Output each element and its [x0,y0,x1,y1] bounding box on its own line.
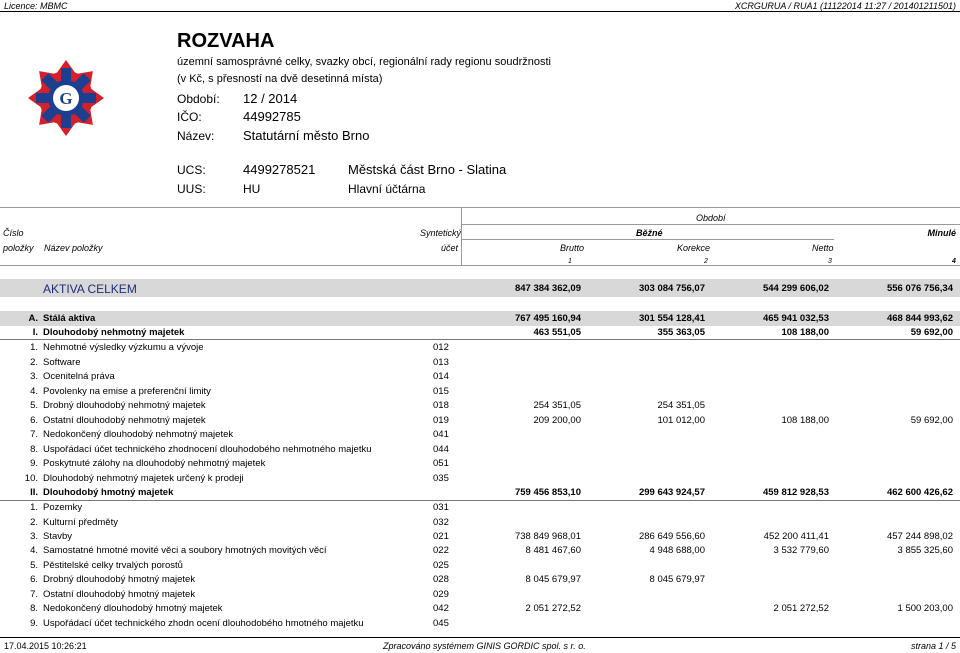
table-row [0,429,960,443]
row-name: Dlouhodobý nehmotný majetek [43,327,185,338]
gordic-logo [26,58,106,138]
row-name: Uspořádací účet technického zhodn ocení dlouhodobého hmotného majetku [43,618,364,629]
row-minule: 468 844 993,62 [886,313,953,324]
table-header-bottom-line [0,265,960,266]
korekce-header: Korekce [677,243,711,253]
minule-header: Minulé [927,228,956,238]
ico-value: 44992785 [243,109,301,124]
table-row [0,371,960,385]
table-row [0,386,960,400]
row-name: Dlouhodobý nehmotný majetek určený k prodeji [43,473,244,484]
col3-header: 3 [828,258,832,265]
row-brutto: 2 051 272,52 [525,603,581,614]
row-name: Poskytnuté zálohy na dlouhodobý nehmotný majetek [43,458,266,469]
row-number: 9. [30,618,38,629]
row-account: 012 [433,342,449,353]
row-number: 6. [30,574,38,585]
gordic-logo-icon [26,58,106,138]
row-account: 013 [433,357,449,368]
table-row [0,444,960,458]
row-brutto: 738 849 968,01 [514,531,581,542]
row-name: Drobný dlouhodobý hmotný majetek [43,574,196,585]
table-row [0,415,960,429]
row-brutto: 463 551,05 [533,327,581,338]
obdobi-value: 12 / 2014 [243,91,298,106]
row-account: 028 [433,574,449,585]
row-netto: 108 188,00 [781,415,829,426]
footer-system: Zpracováno systémem GINIS GORDIC spol. s r. o. [383,641,586,651]
row-name: Pěstitelské celky trvalých porostů [43,560,183,571]
row-account: 045 [433,618,449,629]
row-name: Nehmotné výsledky výzkumu a vývoje [43,342,204,353]
row-number: 2. [30,357,38,368]
row-number: 4. [30,386,38,397]
table-row [0,313,960,327]
row-name: Software [43,357,81,368]
row-name: Ocenitelná práva [43,371,115,382]
doc-units: (v Kč, s přesností na dvě desetinná místa) [177,73,383,85]
row-name: Nedokončený dlouhodobý hmotný majetek [43,603,223,614]
table-row [0,603,960,617]
row-minule: 457 244 898,02 [886,531,953,542]
row-number: 7. [30,429,38,440]
row-name: Ostatní dlouhodobý hmotný majetek [43,589,196,600]
row-number: 3. [30,531,38,542]
row-account: 031 [433,502,449,513]
nazev-label: Název: [177,129,215,143]
row-netto: 459 812 928,53 [762,487,829,498]
cislo-header: Číslo [3,228,24,238]
total-minule: 556 076 756,34 [886,283,953,294]
ucet-header: účet [441,243,459,253]
nazev-value: Statutární město Brno [243,128,370,143]
table-row [0,589,960,603]
ucs-value: 4499278521 [243,162,316,177]
row-korekce: 299 643 924,57 [638,487,705,498]
row-account: 018 [433,400,449,411]
row-korekce: 8 045 679,97 [649,574,705,585]
netto-header: Netto [812,243,834,253]
row-name: Pozemky [43,502,83,513]
synteticky-header: Syntetický [420,228,462,238]
header-divider [0,11,960,12]
row-netto: 2 051 272,52 [773,603,829,614]
row-korekce: 355 363,05 [657,327,705,338]
row-number: 5. [30,560,38,571]
row-name: Stálá aktiva [43,313,96,324]
row-number: 3. [30,371,38,382]
row-minule: 59 692,00 [910,415,953,426]
uus-value: HU [243,182,261,196]
row-account: 041 [433,429,449,440]
row-account: 051 [433,458,449,469]
row-brutto: 767 495 160,94 [514,313,581,324]
row-number: 2. [30,517,38,528]
row-name: Povolenky na emise a preferenční limity [43,386,211,397]
row-account: 021 [433,531,449,542]
row-account: 029 [433,589,449,600]
doc-title: ROZVAHA [177,30,275,52]
table-row [0,357,960,371]
ucs-label: UCS: [177,163,206,177]
row-brutto: 8 045 679,97 [525,574,581,585]
row-korekce: 4 948 688,00 [649,545,705,556]
ucs-name: Městská část Brno - Slatina [348,162,507,177]
row-netto: 108 188,00 [781,327,829,338]
row-korekce: 286 649 556,60 [638,531,705,542]
total-korekce: 303 084 756,07 [638,283,705,294]
table-row [0,560,960,574]
row-number: 9. [30,458,38,469]
uus-label: UUS: [177,182,206,196]
row-minule: 3 855 325,60 [897,545,953,556]
footer-date: 17.04.2015 10:26:21 [4,641,87,651]
row-account: 044 [433,444,449,455]
row-number: 7. [30,589,38,600]
row-number: A. [28,313,38,324]
row-number: 5. [30,400,38,411]
table-row [0,502,960,516]
table-row [0,545,960,559]
row-number: I. [32,327,38,338]
row-minule: 1 500 203,00 [897,603,953,614]
licence-text: Licence: MBMC [4,1,68,11]
aktiva-celkem-label: AKTIVA CELKEM [43,282,137,296]
row-number: 1. [30,502,38,513]
header-divider-vertical [461,207,462,265]
table-row [0,517,960,531]
total-netto: 544 299 606,02 [762,283,829,294]
bezne-underline [462,239,834,240]
row-account: 014 [433,371,449,382]
col1-header: 1 [568,258,572,265]
row-netto: 3 532 779,60 [773,545,829,556]
row-korekce: 301 554 128,41 [638,313,705,324]
doc-subtitle: územní samosprávné celky, svazky obcí, regionální rady regionu soudržnosti [177,56,551,68]
row-number: II. [30,487,38,498]
row-name: Dlouhodobý hmotný majetek [43,487,174,498]
row-name: Stavby [43,531,73,542]
obdobi-header: Období [696,213,726,223]
row-korekce: 254 351,05 [657,400,705,411]
row-netto: 465 941 032,53 [762,313,829,324]
obdobi-underline [462,224,960,225]
table-row [0,400,960,414]
row-account: 019 [433,415,449,426]
row-name: Uspořádací účet technického zhodnocení dlouhodobého nehmotného majetku [43,444,372,455]
row-brutto: 759 456 853,10 [514,487,581,498]
row-number: 6. [30,415,38,426]
logo-letter: G [59,89,73,108]
total-brutto: 847 384 362,09 [514,283,581,294]
col4-header: 4 [952,258,956,265]
table-row [0,473,960,487]
table-row [0,487,960,501]
row-number: 8. [30,603,38,614]
row-minule: 462 600 426,62 [886,487,953,498]
table-row [0,458,960,472]
obdobi-label: Období: [177,92,220,106]
row-brutto: 209 200,00 [533,415,581,426]
row-name: Ostatní dlouhodobý nehmotný majetek [43,415,206,426]
row-name: Drobný dlouhodobý nehmotný majetek [43,400,206,411]
col2-header: 2 [704,258,708,265]
ico-label: IČO: [177,110,202,124]
table-row [0,574,960,588]
row-name: Nedokončený dlouhodobý nehmotný majetek [43,429,234,440]
row-account: 032 [433,517,449,528]
table-header-top-line [0,207,960,208]
row-netto: 452 200 411,41 [763,531,829,542]
report-id-text: XCRGURUA / RUA1 (11122014 11:27 / 201401211501) [734,1,956,11]
row-number: 4. [30,545,38,556]
row-korekce: 101 012,00 [657,415,705,426]
footer-divider [0,637,960,638]
row-account: 042 [433,603,449,614]
uus-name: Hlavní účtárna [348,182,426,196]
polozky-header: položky [3,243,34,253]
table-row [0,327,960,341]
row-account: 015 [433,386,449,397]
table-row [0,618,960,632]
bezne-header: Běžné [636,228,663,238]
table-row [0,531,960,545]
row-account: 035 [433,473,449,484]
row-account: 022 [433,545,449,556]
row-name: Kulturní předměty [43,517,118,528]
table-row [0,342,960,356]
row-brutto: 254 351,05 [533,400,581,411]
row-number: 8. [30,444,38,455]
row-brutto: 8 481 467,60 [525,545,581,556]
row-account: 025 [433,560,449,571]
footer-page: strana 1 / 5 [910,641,956,651]
brutto-header: Brutto [560,243,585,253]
row-number: 1. [30,342,38,353]
row-minule: 59 692,00 [910,327,953,338]
row-name: Samostatné hmotné movité věci a soubory hmotných movitých věcí [43,545,327,556]
row-number: 10. [24,473,38,484]
nazev-header: Název položky [44,243,103,253]
